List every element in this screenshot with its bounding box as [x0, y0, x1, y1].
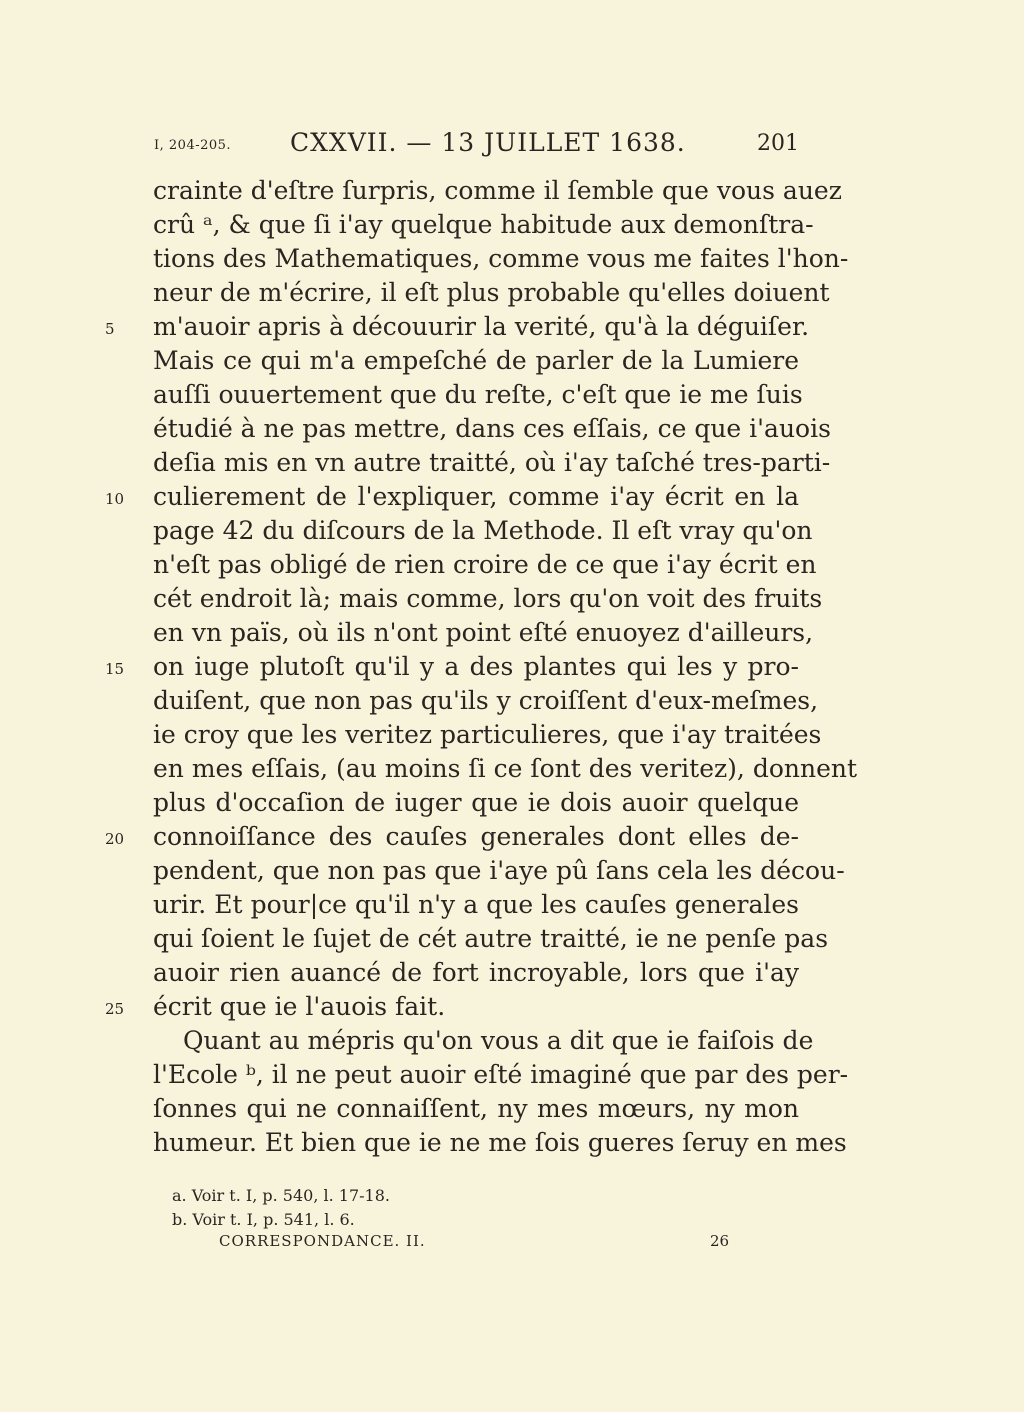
signature-mark: CORRESPONDANCE. II.	[219, 1232, 426, 1250]
text-line: n'eſt pas obligé de rien croire de ce que i'ay écrit en	[153, 550, 817, 579]
text-line: 20 connoiſſance des cauſes generales dont elles de-	[153, 820, 799, 854]
text-line: Quant au mépris qu'on vous a dit que ie faiſois de	[183, 1026, 814, 1055]
text-line: crû ᵃ, & que ſi i'ay quelque habitude aux demonſtra-	[153, 210, 814, 239]
footnote-b: b. Voir t. I, p. 541, l. 6.	[172, 1210, 355, 1229]
signature-number: 26	[710, 1232, 730, 1250]
text-line: auſſi ouuertement que du reſte, c'eſt que ie me ſuis	[153, 380, 803, 409]
text-line: tions des Mathematiques, comme vous me faites l'hon-	[153, 244, 849, 273]
text-line: l'Ecole ᵇ, il ne peut auoir eſté imaginé que par des per-	[153, 1060, 849, 1089]
text-line: 15 on iuge plutoſt qu'il y a des plantes qui les y pro-	[153, 650, 799, 684]
text-line: Mais ce qui m'a empeſché de parler de la Lumiere	[153, 346, 799, 375]
text-line: 10 culierement de l'expliquer, comme i'ay écrit en la	[153, 480, 799, 514]
text-line: duiſent, que non pas qu'ils y croiſſent d'eux-meſmes,	[153, 686, 819, 715]
text-line: ſonnes qui ne connaiſſent, ny mes mœurs, ny mon	[153, 1094, 799, 1123]
text-line: ie croy que les veritez particulieres, que i'ay traitées	[153, 720, 822, 749]
text-line: étudié à ne pas mettre, dans ces eſſais, ce que i'auois	[153, 414, 831, 443]
volume-reference: I, 204-205.	[154, 138, 232, 153]
text-line: 5 m'auoir apris à découurir la verité, qu'à la déguiſer.	[153, 310, 799, 344]
running-title: CXXVII. — 13 JUILLET 1638.	[290, 128, 686, 157]
footnote-a: a. Voir t. I, p. 540, l. 17-18.	[172, 1186, 390, 1205]
line-number: 20	[105, 830, 125, 848]
text-line: cét endroit là; mais comme, lors qu'on voit des fruits	[153, 584, 823, 613]
text-line: deſia mis en vn autre traitté, où i'ay taſché tres-parti-	[153, 448, 831, 477]
text-line: crainte d'eſtre ſurpris, comme il ſemble que vous auez	[153, 176, 842, 205]
text-line: en mes eſſais, (au moins ſi ce ſont des veritez), donnent	[153, 754, 858, 783]
text-line: qui ſoient le ſujet de cét autre traitté, ie ne penſe pas	[153, 924, 829, 953]
line-number: 5	[105, 320, 115, 338]
text-line: pendent, que non pas que i'aye pû ſans cela les décou-	[153, 856, 845, 885]
line-number: 10	[105, 490, 125, 508]
text-line: urir. Et pour|ce qu'il n'y a que les cauſes generales	[153, 890, 799, 919]
text-line: 25 écrit que ie l'auois fait.	[153, 990, 799, 1024]
text-line: page 42 du diſcours de la Methode. Il eſt vray qu'on	[153, 516, 813, 545]
text-line: neur de m'écrire, il eſt plus probable qu'elles doiuent	[153, 278, 830, 307]
body-text	[105, 174, 858, 1160]
text-line: en vn païs, où ils n'ont point eſté enuoyez d'ailleurs,	[153, 618, 814, 647]
text-line: auoir rien auancé de fort incroyable, lors que i'ay	[153, 958, 799, 987]
text-line: humeur. Et bien que ie ne me ſois gueres ſeruy en mes	[153, 1128, 847, 1157]
line-number: 15	[105, 660, 125, 678]
line-number: 25	[105, 1000, 125, 1018]
text-line: plus d'occaſion de iuger que ie dois auoir quelque	[153, 788, 799, 817]
running-header	[0, 128, 1024, 164]
page-number: 201	[757, 131, 799, 156]
